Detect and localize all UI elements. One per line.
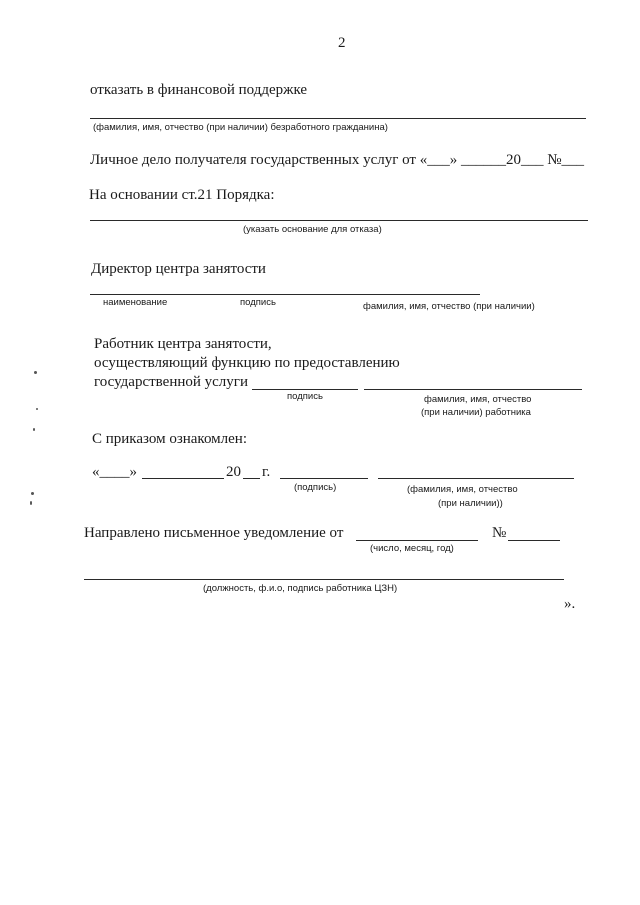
acquainted-fio-line — [378, 478, 574, 479]
scan-speck — [30, 501, 32, 505]
acquainted-signature-line — [280, 478, 368, 479]
refusal-caption: (фамилия, имя, отчество (при наличии) безработного гражданина) — [93, 122, 388, 133]
scan-speck — [31, 492, 34, 495]
basis-caption: (указать основание для отказа) — [243, 224, 382, 235]
acquainted-year-suffix: г. — [262, 464, 271, 480]
worker-line-2: осуществляющий функцию по предоставлению — [94, 355, 400, 371]
personal-file-text: Личное дело получателя государственных услуг от «___» ______20___ №___ — [90, 152, 585, 168]
refusal-text: отказать в финансовой поддержке — [90, 82, 308, 98]
director-caption-fio: фамилия, имя, отчество (при наличии) — [363, 301, 535, 312]
worker-signature-line — [252, 389, 358, 390]
page-number: 2 — [338, 35, 346, 51]
worker-caption-signature: подпись — [287, 391, 323, 402]
director-line — [90, 294, 480, 295]
notification-number-line — [508, 540, 560, 541]
acquainted-title: С приказом ознакомлен: — [92, 431, 248, 447]
acquainted-year-prefix: 20 — [226, 464, 241, 480]
worker-caption-fio-2: (при наличии) работника — [421, 407, 531, 418]
notification-date-line — [356, 540, 478, 541]
director-caption-name: наименование — [103, 297, 168, 308]
director-caption-signature: подпись — [240, 297, 276, 308]
acquainted-year-line — [243, 478, 260, 479]
scan-speck — [36, 408, 38, 410]
notification-text: Направлено письменное уведомление от — [84, 525, 344, 541]
acquainted-month-line — [142, 478, 224, 479]
basis-line — [90, 220, 588, 221]
notification-caption-date: (число, месяц, год) — [370, 543, 454, 554]
refusal-line — [90, 118, 586, 119]
acquainted-caption-signature: (подпись) — [294, 482, 337, 493]
notification-number-sign: № — [492, 525, 507, 541]
worker-line-1: Работник центра занятости, — [94, 336, 272, 352]
notification-caption-signer: (должность, ф.и.о, подпись работника ЦЗН) — [203, 583, 398, 594]
worker-line-3: государственной услуги — [94, 374, 248, 390]
acquainted-caption-fio-2: (при наличии)) — [438, 498, 503, 509]
notification-closing: ». — [564, 596, 576, 612]
worker-caption-fio-1: фамилия, имя, отчество — [424, 394, 532, 405]
basis-text: На основании ст.21 Порядка: — [89, 187, 275, 203]
worker-fio-line — [364, 389, 582, 390]
scan-speck — [33, 428, 35, 431]
acquainted-caption-fio-1: (фамилия, имя, отчество — [407, 484, 518, 495]
director-title: Директор центра занятости — [91, 261, 266, 277]
acquainted-date-day: «____» — [92, 464, 137, 480]
notification-signer-line — [84, 579, 564, 580]
scan-speck — [34, 371, 37, 374]
